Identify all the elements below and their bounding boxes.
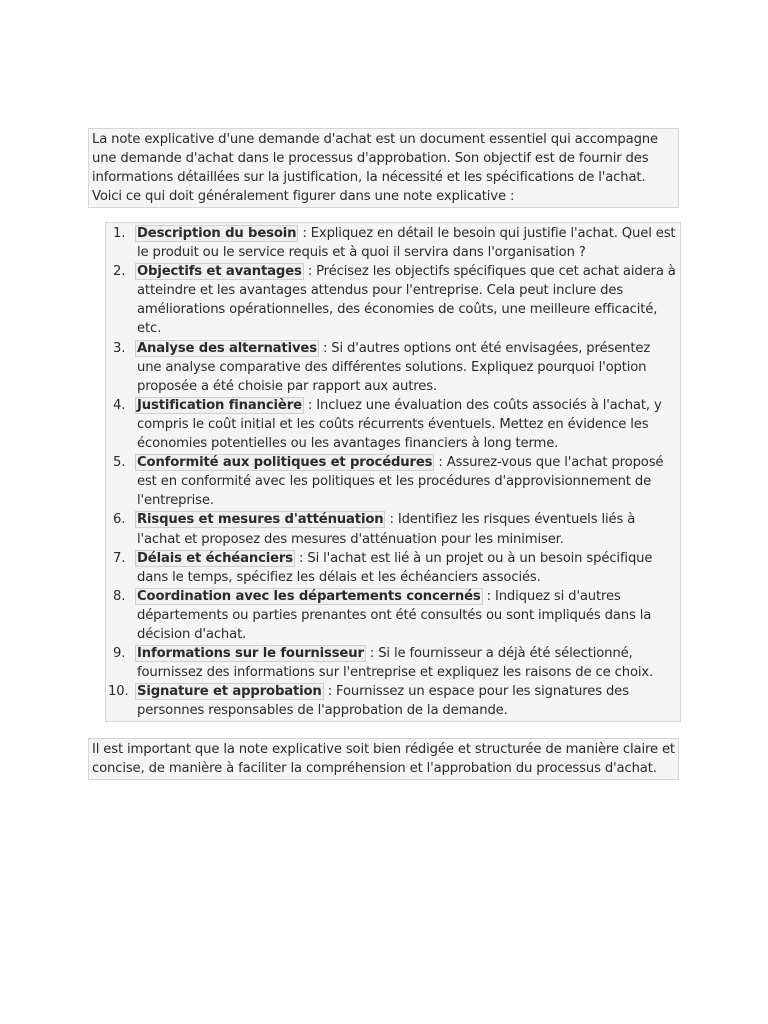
intro-text: La note explicative d'une demande d'achat est un document essentiel qui accompagne une demande d'achat dans le processus d'approbation. Son objectif est de fournir des informations détaillées sur la justification, la nécessité et les spécifications de l'achat. Voici ce qui doit généralement figurer dans une note explicative : xyxy=(92,132,658,205)
list-item xyxy=(106,262,676,338)
list-item xyxy=(106,339,676,396)
list-item xyxy=(106,453,676,510)
item-text: : Précisez les objectifs spécifiques que cet achat aidera à atteindre et les avantages attendus pour l'entreprise. Cela peut inclure des améliorations opérationnelles, des économies de coûts, une meilleure efficacité, etc. xyxy=(137,264,676,337)
item-number: 8. xyxy=(113,588,126,604)
item-text: : Identifiez les risques éventuels liés à l'achat et proposez des mesures d'atténuation pour les minimiser. xyxy=(137,512,636,547)
item-text: : Assurez-vous que l'achat proposé est en conformité avec les politiques et les procédures d'approvisionnement de l'entreprise. xyxy=(137,455,664,509)
item-text: : Incluez une évaluation des coûts associés à l'achat, y compris le coût initial et les coûts récurrents éventuels. Mettez en évidence les économies potentielles ou les avantages financiers à long terme. xyxy=(137,397,662,452)
item-text: : Si le fournisseur a déjà été sélectionné, fournissez des informations sur l'entreprise et expliquez les raisons de ce choix. xyxy=(137,646,654,681)
item-number: 10. xyxy=(108,684,129,700)
item-term: Justification financière xyxy=(137,397,302,413)
item-term: Analyse des alternatives xyxy=(137,340,317,356)
item-text: : Indiquez si d'autres départements ou parties prenantes ont été consultés ou sont impliqués dans la décision d'achat. xyxy=(137,588,652,642)
item-term: Risques et mesures d'atténuation xyxy=(137,512,384,528)
item-text: : Expliquez en détail le besoin qui justifie l'achat. Quel est le produit ou le service requis et à quoi il servira dans l'organisation ? xyxy=(137,226,676,261)
list-item xyxy=(106,644,676,682)
item-term: Conformité aux politiques et procédures xyxy=(137,455,433,471)
item-text: : Fournissez un espace pour les signatures des personnes responsables de l'approbation de la demande. xyxy=(137,684,629,719)
item-number: 4. xyxy=(113,397,126,413)
list-item xyxy=(106,587,676,644)
list-item xyxy=(106,549,676,587)
intro-paragraph xyxy=(88,128,679,208)
item-term: Description du besoin xyxy=(137,226,297,241)
item-text: : Si l'achat est lié à un projet ou à un besoin spécifique dans le temps, spécifiez les délais et les échéanciers associés. xyxy=(137,550,653,585)
list-item xyxy=(106,510,676,548)
item-term: Délais et échéanciers xyxy=(137,550,293,566)
numbered-list xyxy=(106,224,676,720)
item-term: Signature et approbation xyxy=(137,684,322,700)
item-number: 7. xyxy=(113,550,126,566)
item-term: Objectifs et avantages xyxy=(137,264,302,280)
item-number: 3. xyxy=(113,340,126,356)
conclusion-text: Il est important que la note explicative soit bien rédigée et structurée de manière claire et concise, de manière à faciliter la compréhension et l'approbation du processus d'achat. xyxy=(92,742,675,777)
item-term: Informations sur le fournisseur xyxy=(137,646,364,662)
item-number: 5. xyxy=(113,455,126,471)
item-text: : Si d'autres options ont été envisagées, présentez une analyse comparative des différentes solutions. Expliquez pourquoi l'option proposée a été choisie par rapport aux autres. xyxy=(137,340,651,394)
list-item xyxy=(106,682,676,720)
list-item xyxy=(106,224,676,262)
item-number: 1. xyxy=(113,226,126,241)
conclusion-paragraph xyxy=(88,738,679,780)
item-number: 9. xyxy=(113,646,126,662)
content-list-block xyxy=(105,222,681,722)
list-item xyxy=(106,396,676,453)
item-number: 2. xyxy=(113,264,126,280)
item-term: Coordination avec les départements concernés xyxy=(137,588,481,604)
item-number: 6. xyxy=(113,512,126,528)
